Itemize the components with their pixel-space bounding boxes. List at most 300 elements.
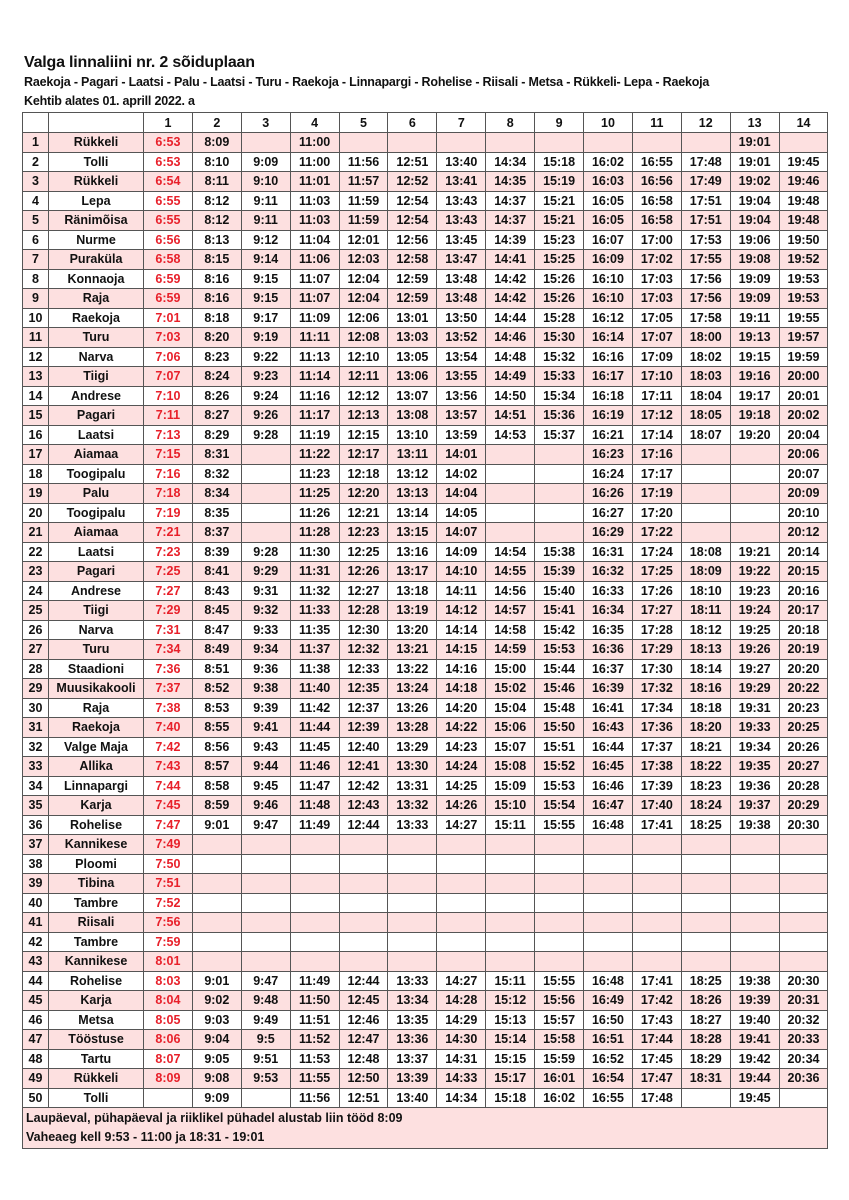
departure-time: 18:11	[681, 601, 730, 621]
departure-time: 11:17	[290, 406, 339, 426]
footer-weekend-note: Laupäeval, pühapäeval ja riiklikel pühadel alustab liin tööd 8:09	[26, 1111, 403, 1125]
departure-time: 17:02	[632, 250, 681, 270]
departure-time: 14:55	[486, 562, 535, 582]
departure-time: 16:52	[584, 1049, 633, 1069]
departure-time: 8:16	[192, 269, 241, 289]
departure-time: 14:04	[437, 484, 486, 504]
departure-time: 17:24	[632, 542, 681, 562]
departure-time: 11:25	[290, 484, 339, 504]
departure-time	[486, 893, 535, 913]
table-row	[23, 620, 828, 640]
departure-time: 8:35	[192, 503, 241, 523]
header-stop-name	[49, 113, 144, 133]
departure-time: 8:37	[192, 523, 241, 543]
departure-time: 17:03	[632, 289, 681, 309]
departure-time: 9:03	[192, 1010, 241, 1030]
departure-time: 13:03	[388, 328, 437, 348]
departure-time: 11:01	[290, 172, 339, 192]
departure-time: 15:30	[535, 328, 584, 348]
departure-time: 16:18	[584, 386, 633, 406]
departure-time	[779, 835, 828, 855]
departure-time: 15:51	[535, 737, 584, 757]
departure-time	[339, 913, 388, 933]
departure-time: 19:09	[730, 269, 779, 289]
stop-number: 5	[23, 211, 49, 231]
departure-time	[779, 932, 828, 952]
departure-time: 12:27	[339, 581, 388, 601]
stop-number: 26	[23, 620, 49, 640]
departure-time: 11:47	[290, 776, 339, 796]
departure-time: 16:05	[584, 191, 633, 211]
stop-number: 33	[23, 757, 49, 777]
departure-time	[779, 952, 828, 972]
departure-time: 6:53	[144, 152, 193, 172]
departure-time: 19:57	[779, 328, 828, 348]
departure-time: 17:56	[681, 269, 730, 289]
departure-time: 9:34	[241, 640, 290, 660]
table-row	[23, 679, 828, 699]
departure-time: 20:20	[779, 659, 828, 679]
departure-time: 8:09	[192, 133, 241, 153]
departure-time: 6:55	[144, 211, 193, 231]
departure-time: 20:26	[779, 737, 828, 757]
departure-time	[241, 913, 290, 933]
departure-time: 13:07	[388, 386, 437, 406]
departure-time: 13:30	[388, 757, 437, 777]
departure-time: 9:32	[241, 601, 290, 621]
departure-time: 14:33	[437, 1069, 486, 1089]
departure-time: 20:06	[779, 445, 828, 465]
departure-time: 16:35	[584, 620, 633, 640]
departure-time: 14:41	[486, 250, 535, 270]
departure-time: 17:27	[632, 601, 681, 621]
departure-time: 11:04	[290, 230, 339, 250]
stop-number: 48	[23, 1049, 49, 1069]
departure-time: 7:45	[144, 796, 193, 816]
departure-time: 9:5	[241, 1030, 290, 1050]
table-row	[23, 737, 828, 757]
departure-time: 13:21	[388, 640, 437, 660]
departure-time: 12:37	[339, 698, 388, 718]
stop-number: 11	[23, 328, 49, 348]
departure-time: 18:26	[681, 991, 730, 1011]
departure-time: 13:54	[437, 347, 486, 367]
departure-time: 17:11	[632, 386, 681, 406]
departure-time: 20:09	[779, 484, 828, 504]
departure-time: 7:47	[144, 815, 193, 835]
departure-time	[681, 1088, 730, 1108]
departure-time: 14:23	[437, 737, 486, 757]
stop-number: 2	[23, 152, 49, 172]
table-row	[23, 269, 828, 289]
departure-time: 8:09	[144, 1069, 193, 1089]
departure-time	[241, 133, 290, 153]
departure-time	[779, 874, 828, 894]
departure-time: 8:06	[144, 1030, 193, 1050]
departure-time	[779, 854, 828, 874]
departure-time: 8:20	[192, 328, 241, 348]
departure-time	[241, 874, 290, 894]
table-row	[23, 484, 828, 504]
departure-time: 15:04	[486, 698, 535, 718]
departure-time	[388, 893, 437, 913]
departure-time	[437, 932, 486, 952]
departure-time: 17:28	[632, 620, 681, 640]
departure-time: 13:08	[388, 406, 437, 426]
departure-time: 17:36	[632, 718, 681, 738]
departure-time: 17:26	[632, 581, 681, 601]
departure-time: 13:20	[388, 620, 437, 640]
departure-time	[632, 952, 681, 972]
departure-time	[486, 835, 535, 855]
departure-time: 17:43	[632, 1010, 681, 1030]
departure-time: 15:21	[535, 211, 584, 231]
departure-time: 9:01	[192, 971, 241, 991]
header-trip-8: 8	[486, 113, 535, 133]
departure-time: 11:23	[290, 464, 339, 484]
departure-time: 18:25	[681, 815, 730, 835]
departure-time: 19:59	[779, 347, 828, 367]
departure-time: 11:42	[290, 698, 339, 718]
stop-name: Aiamaa	[49, 445, 144, 465]
page-title: Valga linnaliini nr. 2 sõiduplaan	[24, 54, 255, 71]
departure-time: 9:09	[192, 1088, 241, 1108]
departure-time: 17:30	[632, 659, 681, 679]
departure-time: 15:36	[535, 406, 584, 426]
departure-time: 7:21	[144, 523, 193, 543]
departure-time: 20:28	[779, 776, 828, 796]
departure-time: 13:33	[388, 815, 437, 835]
stop-number: 50	[23, 1088, 49, 1108]
departure-time: 15:58	[535, 1030, 584, 1050]
departure-time: 14:34	[486, 152, 535, 172]
stop-name: Karja	[49, 991, 144, 1011]
departure-time: 13:26	[388, 698, 437, 718]
departure-time: 13:12	[388, 464, 437, 484]
departure-time: 19:40	[730, 1010, 779, 1030]
stop-number: 31	[23, 718, 49, 738]
departure-time: 19:27	[730, 659, 779, 679]
table-row	[23, 932, 828, 952]
departure-time: 8:01	[144, 952, 193, 972]
departure-time: 12:52	[388, 172, 437, 192]
departure-time: 12:30	[339, 620, 388, 640]
departure-time: 19:01	[730, 133, 779, 153]
departure-time: 15:25	[535, 250, 584, 270]
table-row	[23, 601, 828, 621]
departure-time: 12:25	[339, 542, 388, 562]
departure-time: 13:33	[388, 971, 437, 991]
departure-time: 9:04	[192, 1030, 241, 1050]
departure-time: 19:37	[730, 796, 779, 816]
stop-name: Kannikese	[49, 952, 144, 972]
stop-number: 15	[23, 406, 49, 426]
departure-time: 15:55	[535, 971, 584, 991]
departure-time: 20:27	[779, 757, 828, 777]
stop-name: Allika	[49, 757, 144, 777]
header-stop-number	[23, 113, 49, 133]
departure-time: 17:25	[632, 562, 681, 582]
departure-time: 8:52	[192, 679, 241, 699]
departure-time: 14:44	[486, 308, 535, 328]
stop-number: 38	[23, 854, 49, 874]
stop-name: Palu	[49, 484, 144, 504]
departure-time	[535, 523, 584, 543]
departure-time: 7:36	[144, 659, 193, 679]
header-trip-10: 10	[584, 113, 633, 133]
stop-name: Puraküla	[49, 250, 144, 270]
departure-time: 12:26	[339, 562, 388, 582]
stop-number: 34	[23, 776, 49, 796]
stop-name: Riisali	[49, 913, 144, 933]
stop-name: Aiamaa	[49, 523, 144, 543]
departure-time: 20:18	[779, 620, 828, 640]
departure-time: 11:46	[290, 757, 339, 777]
departure-time: 9:44	[241, 757, 290, 777]
departure-time: 16:10	[584, 269, 633, 289]
departure-time: 12:41	[339, 757, 388, 777]
departure-time: 14:42	[486, 269, 535, 289]
stop-name: Kannikese	[49, 835, 144, 855]
stop-number: 39	[23, 874, 49, 894]
departure-time: 13:18	[388, 581, 437, 601]
departure-time	[730, 445, 779, 465]
stop-number: 14	[23, 386, 49, 406]
departure-time: 16:44	[584, 737, 633, 757]
departure-time: 17:22	[632, 523, 681, 543]
departure-time: 19:15	[730, 347, 779, 367]
departure-time: 9:10	[241, 172, 290, 192]
stop-name: Turu	[49, 640, 144, 660]
departure-time: 12:17	[339, 445, 388, 465]
departure-time: 12:59	[388, 289, 437, 309]
departure-time: 11:37	[290, 640, 339, 660]
table-row	[23, 367, 828, 387]
departure-time: 9:36	[241, 659, 290, 679]
stop-number: 44	[23, 971, 49, 991]
departure-time: 14:25	[437, 776, 486, 796]
departure-time	[486, 464, 535, 484]
departure-time: 7:25	[144, 562, 193, 582]
departure-time	[535, 464, 584, 484]
departure-time: 15:18	[535, 152, 584, 172]
departure-time: 8:27	[192, 406, 241, 426]
departure-time: 17:56	[681, 289, 730, 309]
departure-time: 9:41	[241, 718, 290, 738]
departure-time: 13:57	[437, 406, 486, 426]
departure-time: 13:48	[437, 289, 486, 309]
departure-time: 19:01	[730, 152, 779, 172]
departure-time: 11:57	[339, 172, 388, 192]
departure-time: 20:12	[779, 523, 828, 543]
header-trip-3: 3	[241, 113, 290, 133]
departure-time: 18:31	[681, 1069, 730, 1089]
departure-time: 19:23	[730, 581, 779, 601]
departure-time	[339, 874, 388, 894]
departure-time	[681, 523, 730, 543]
departure-time	[290, 913, 339, 933]
departure-time	[632, 133, 681, 153]
departure-time	[486, 133, 535, 153]
stop-number: 12	[23, 347, 49, 367]
departure-time: 13:29	[388, 737, 437, 757]
departure-time: 18:09	[681, 562, 730, 582]
departure-time: 12:47	[339, 1030, 388, 1050]
departure-time: 11:56	[339, 152, 388, 172]
departure-time: 11:59	[339, 191, 388, 211]
departure-time: 15:44	[535, 659, 584, 679]
departure-time: 19:52	[779, 250, 828, 270]
departure-time: 12:50	[339, 1069, 388, 1089]
departure-time: 15:57	[535, 1010, 584, 1030]
departure-time: 16:02	[535, 1088, 584, 1108]
departure-time	[584, 913, 633, 933]
departure-time: 13:39	[388, 1069, 437, 1089]
departure-time: 7:42	[144, 737, 193, 757]
departure-time: 15:06	[486, 718, 535, 738]
departure-time: 9:46	[241, 796, 290, 816]
stop-name: Staadioni	[49, 659, 144, 679]
departure-time: 17:12	[632, 406, 681, 426]
departure-time: 20:04	[779, 425, 828, 445]
departure-time	[339, 854, 388, 874]
departure-time: 20:19	[779, 640, 828, 660]
header-trip-12: 12	[681, 113, 730, 133]
departure-time: 20:32	[779, 1010, 828, 1030]
departure-time: 17:48	[681, 152, 730, 172]
departure-time: 19:04	[730, 211, 779, 231]
departure-time: 15:09	[486, 776, 535, 796]
departure-time: 16:26	[584, 484, 633, 504]
departure-time: 12:23	[339, 523, 388, 543]
departure-time: 19:06	[730, 230, 779, 250]
departure-time: 20:22	[779, 679, 828, 699]
departure-time	[486, 484, 535, 504]
departure-time	[730, 913, 779, 933]
departure-time: 16:24	[584, 464, 633, 484]
departure-time	[437, 133, 486, 153]
departure-time: 15:11	[486, 815, 535, 835]
departure-time: 18:04	[681, 386, 730, 406]
stop-name: Tiigi	[49, 367, 144, 387]
departure-time: 7:37	[144, 679, 193, 699]
stop-name: Pagari	[49, 406, 144, 426]
departure-time: 14:20	[437, 698, 486, 718]
departure-time: 12:54	[388, 211, 437, 231]
departure-time: 15:18	[486, 1088, 535, 1108]
departure-time: 11:53	[290, 1049, 339, 1069]
departure-time: 16:10	[584, 289, 633, 309]
departure-time	[681, 835, 730, 855]
departure-time: 8:12	[192, 191, 241, 211]
stop-name: Rohelise	[49, 815, 144, 835]
departure-time	[681, 874, 730, 894]
departure-time: 8:29	[192, 425, 241, 445]
departure-time: 7:59	[144, 932, 193, 952]
departure-time: 8:15	[192, 250, 241, 270]
departure-time	[730, 835, 779, 855]
stop-name: Andrese	[49, 581, 144, 601]
stop-name: Raja	[49, 289, 144, 309]
departure-time	[535, 854, 584, 874]
departure-time	[241, 854, 290, 874]
departure-time: 16:31	[584, 542, 633, 562]
departure-time: 11:30	[290, 542, 339, 562]
departure-time: 15:34	[535, 386, 584, 406]
table-row	[23, 757, 828, 777]
timetable	[22, 112, 828, 1149]
departure-time: 8:24	[192, 367, 241, 387]
departure-time: 12:39	[339, 718, 388, 738]
departure-time: 11:03	[290, 191, 339, 211]
departure-time: 14:01	[437, 445, 486, 465]
departure-time: 8:12	[192, 211, 241, 231]
table-row	[23, 1030, 828, 1050]
departure-time: 13:47	[437, 250, 486, 270]
departure-time: 13:40	[388, 1088, 437, 1108]
departure-time: 6:59	[144, 269, 193, 289]
departure-time	[632, 854, 681, 874]
stop-number: 28	[23, 659, 49, 679]
stop-number: 20	[23, 503, 49, 523]
departure-time	[535, 952, 584, 972]
departure-time: 9:31	[241, 581, 290, 601]
departure-time: 19:42	[730, 1049, 779, 1069]
departure-time: 11:09	[290, 308, 339, 328]
stop-name: Narva	[49, 620, 144, 640]
departure-time	[779, 133, 828, 153]
stop-name: Tibina	[49, 874, 144, 894]
departure-time: 14:31	[437, 1049, 486, 1069]
departure-time: 16:49	[584, 991, 633, 1011]
stop-name: Laatsi	[49, 542, 144, 562]
departure-time: 12:21	[339, 503, 388, 523]
departure-time: 16:29	[584, 523, 633, 543]
departure-time: 9:45	[241, 776, 290, 796]
departure-time	[486, 503, 535, 523]
departure-time: 11:50	[290, 991, 339, 1011]
departure-time: 9:29	[241, 562, 290, 582]
departure-time: 8:07	[144, 1049, 193, 1069]
departure-time: 8:31	[192, 445, 241, 465]
departure-time	[681, 952, 730, 972]
departure-time: 19:45	[730, 1088, 779, 1108]
departure-time: 12:44	[339, 815, 388, 835]
header-trip-9: 9	[535, 113, 584, 133]
departure-time: 17:37	[632, 737, 681, 757]
departure-time: 13:36	[388, 1030, 437, 1050]
stop-number: 49	[23, 1069, 49, 1089]
departure-time: 8:53	[192, 698, 241, 718]
departure-time: 13:01	[388, 308, 437, 328]
departure-time: 18:27	[681, 1010, 730, 1030]
stop-number: 42	[23, 932, 49, 952]
departure-time	[730, 932, 779, 952]
header-trip-14: 14	[779, 113, 828, 133]
departure-time: 19:36	[730, 776, 779, 796]
departure-time: 14:27	[437, 971, 486, 991]
departure-time: 20:33	[779, 1030, 828, 1050]
stop-name: Narva	[49, 347, 144, 367]
departure-time: 13:05	[388, 347, 437, 367]
table-row	[23, 523, 828, 543]
departure-time: 6:53	[144, 133, 193, 153]
departure-time: 15:52	[535, 757, 584, 777]
departure-time	[681, 503, 730, 523]
departure-time	[535, 503, 584, 523]
departure-time: 19:18	[730, 406, 779, 426]
departure-time: 15:28	[535, 308, 584, 328]
